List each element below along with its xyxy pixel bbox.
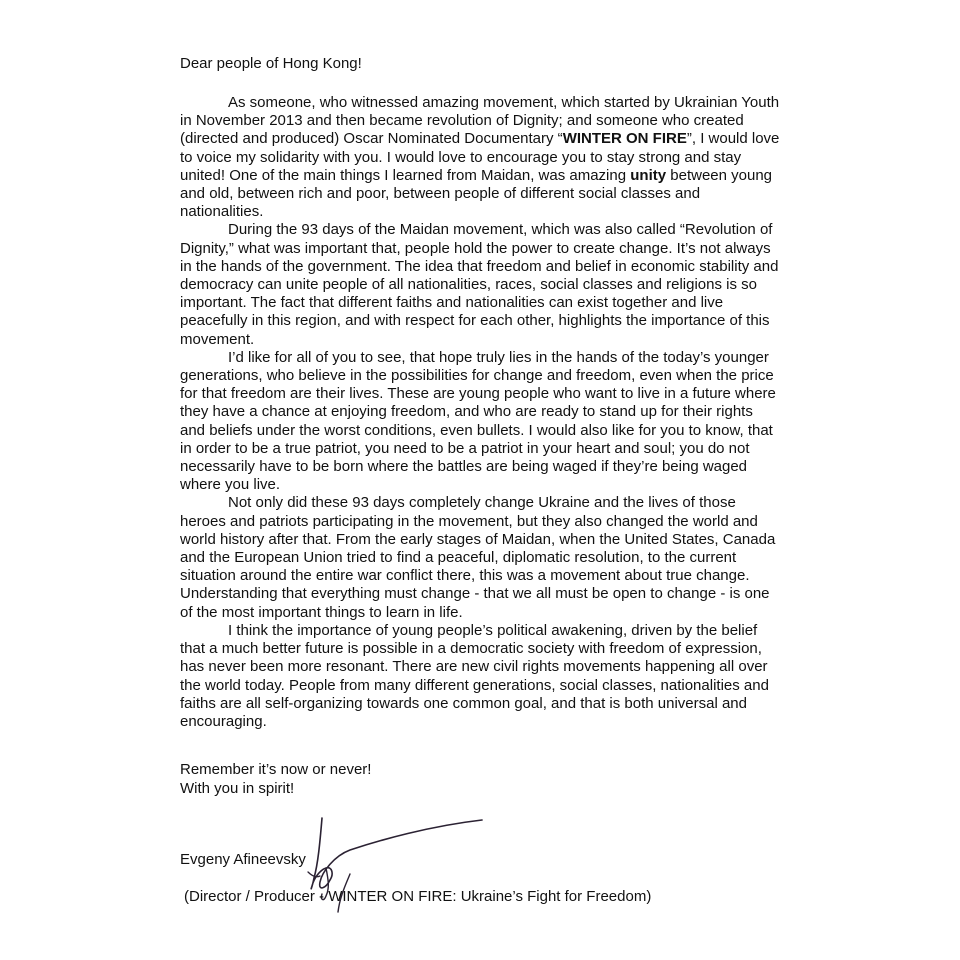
paragraph-text: between young and old, between rich and poor, between people of different social classes and nationalities. xyxy=(180,166,773,221)
bold-text: unity xyxy=(630,166,667,184)
paragraph-text: I’d like for all of you to see, that hope truly lies in the hands of the today’s younger generations, who believe in the possibilities for change and freedom, even when the price for that freedom are their lives. These are young people who want to live in a future where they have a chance at enjoying freedom, and who are ready to stand up for their rights and beliefs under the worst conditions, even bullets. I would also like for you to know, that in order to be a true patriot, you need to be a patriot in your heart and soul; you do not necessarily have to be born where the battles are being waged if they’re being waged where you live. xyxy=(180,348,776,494)
body-paragraph xyxy=(180,221,780,348)
paragraph-text: ”, I would love to voice my solidarity with you. I would love to encourage you to stay strong and stay united! One of the main things I learned from Maidan, was amazing xyxy=(180,130,780,184)
body-paragraph xyxy=(180,349,780,495)
paragraph-text: Not only did these 93 days completely change Ukraine and the lives of those heroes and patriots participating in the movement, but they also changed the world and world history after that. From the early stages of Maidan, when the United States, Canada and the European Union tried to find a peaceful, diplomatic resolution, to the current situation around the entire war conflict there, this was a movement about true change. Understanding that everything must change - that we all must be open to change - is one of the most important things to learn in life. xyxy=(180,494,776,621)
salutation: Dear people of Hong Kong! xyxy=(180,55,362,72)
closing xyxy=(180,760,371,798)
paragraph-text: As someone, who witnessed amazing movement, which started by Ukrainian Youth in November 2013 and then became revolution of Dignity; and someone who created (directed and produced) Oscar Nominated Documentary “ xyxy=(180,94,780,148)
signer-name: Evgeny Afineevsky xyxy=(180,851,306,868)
body-paragraph xyxy=(180,94,780,221)
closing-line: With you in spirit! xyxy=(180,780,295,797)
paragraph-text: During the 93 days of the Maidan movement, which was also called “Revolution of Dignity,” what was important that, people hold the power to create change. It’s not always in the hands of the government. The idea that freedom and belief in economic stability and democracy can unite people of all nationalities, races, social classes and religions is so important. The fact that different faiths and nationalities can exist together and live peacefully in this region, and with respect for each other, highlights the importance of this movement. xyxy=(180,221,779,348)
closing-line: Remember it’s now or never! xyxy=(180,761,372,778)
letter-body xyxy=(180,94,780,731)
body-paragraph xyxy=(180,622,780,731)
body-paragraph xyxy=(180,494,780,621)
signer-title: (Director / Producer - WINTER ON FIRE: Ukraine’s Fight for Freedom) xyxy=(184,888,652,905)
paragraph-text: I think the importance of young people’s political awakening, driven by the belief that a much better future is possible in a democratic society with freedom of expression, has never been more resonant. There are new civil rights movements happening all over the world today. People from many different generations, social classes, nationalities and faiths are all self-organizing towards one common goal, and that is both universal and encouraging. xyxy=(180,621,769,730)
bold-text: WINTER ON FIRE xyxy=(562,130,687,148)
